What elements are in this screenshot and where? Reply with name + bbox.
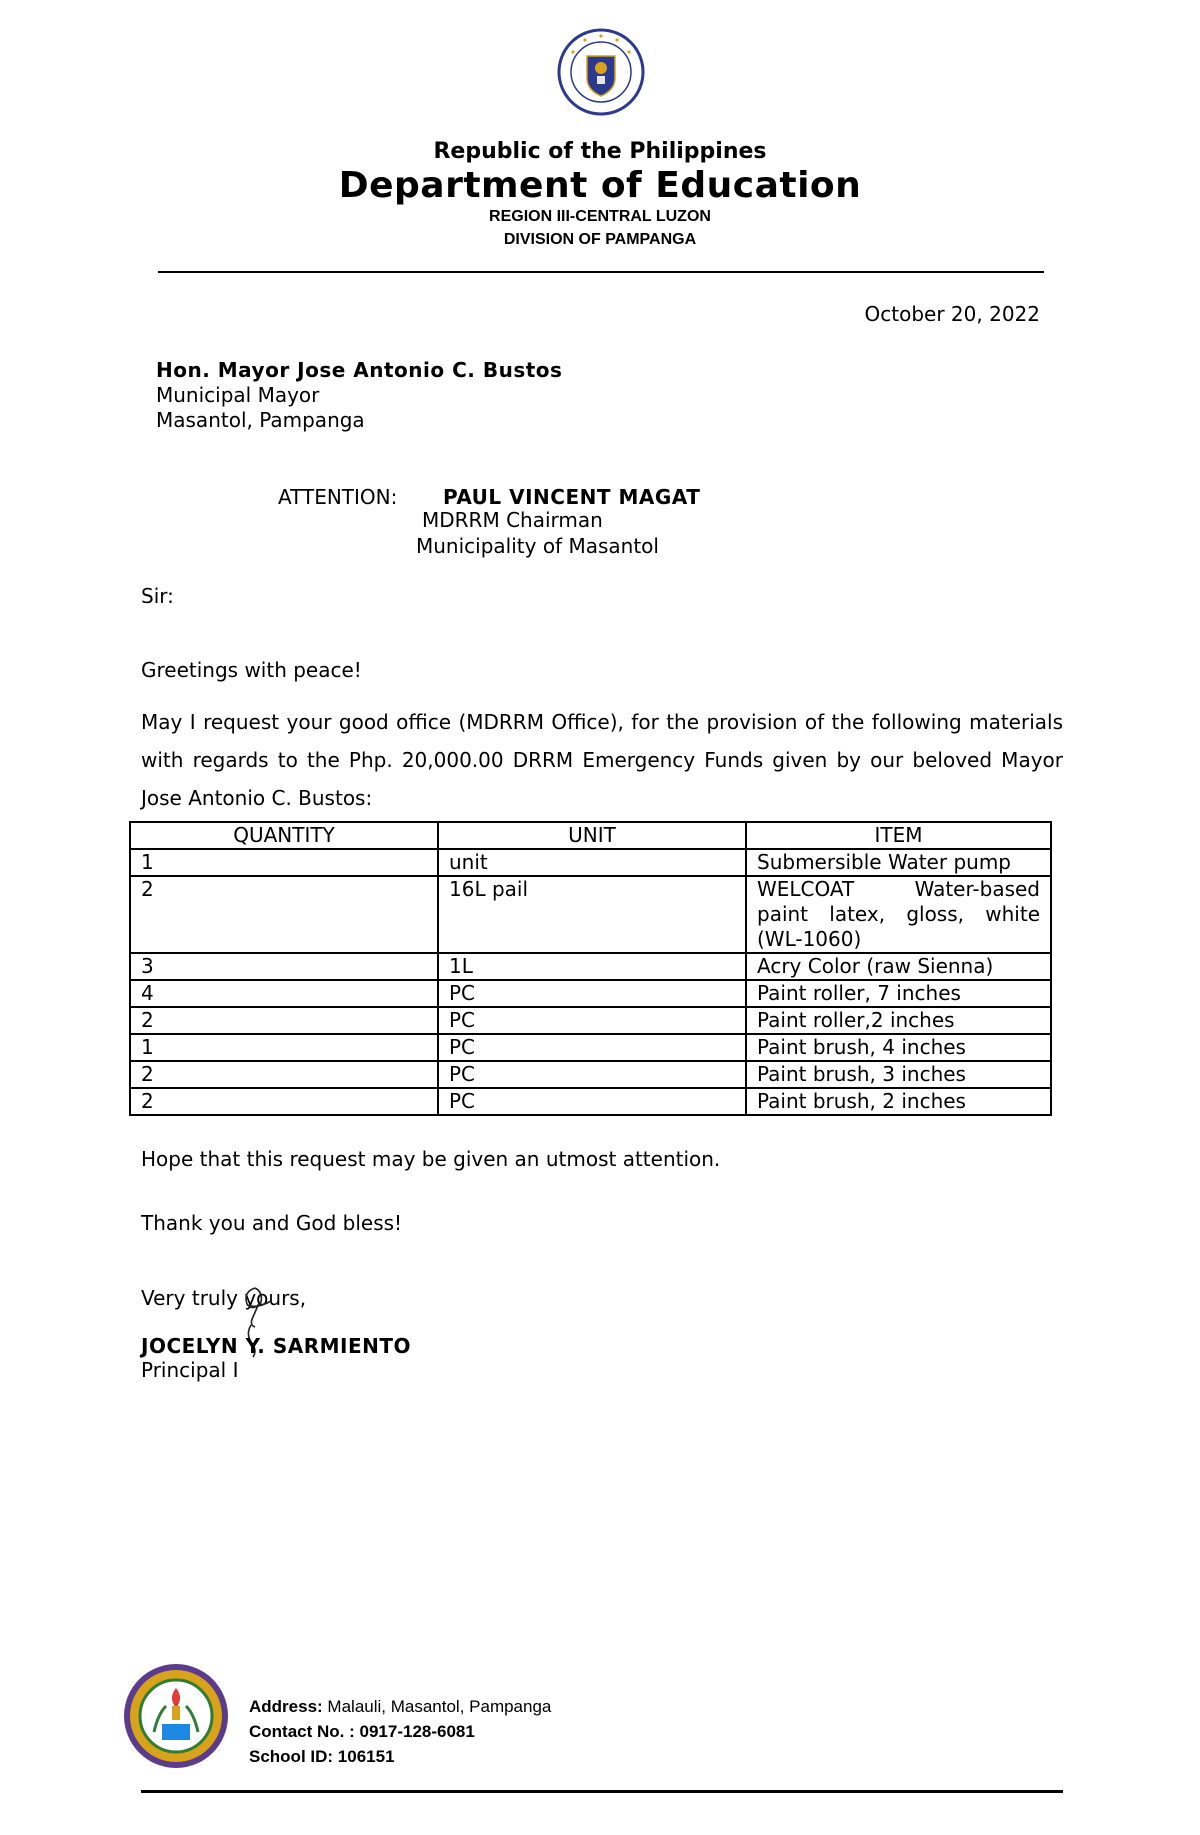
item-cell: Paint brush, 4 inches: [746, 1034, 1051, 1061]
table-header-row: [130, 822, 1051, 849]
school-id-value: 106151: [337, 1747, 395, 1766]
valediction: Very truly yours,: [141, 1286, 307, 1310]
item-cell: Acry Color (raw Sienna): [746, 953, 1051, 980]
table-row: [130, 1034, 1051, 1061]
footer-contact: [249, 1722, 475, 1742]
unit-cell: PC: [438, 1061, 746, 1088]
school-id-label: School ID:: [249, 1747, 334, 1766]
contact-value: 0917-128-6081: [359, 1722, 475, 1741]
table-row: [130, 1088, 1051, 1115]
item-cell: Paint brush, 3 inches: [746, 1061, 1051, 1088]
department-heading: Department of Education: [338, 165, 862, 206]
unit-cell: PC: [438, 1034, 746, 1061]
item-cell: Paint roller,2 inches: [746, 1007, 1051, 1034]
table-row: [130, 849, 1051, 876]
greeting: Greetings with peace!: [141, 658, 362, 682]
recipient-name: Hon. Mayor Jose Antonio C. Bustos: [156, 358, 563, 382]
item-cell: WELCOAT Water-based paint latex, gloss, white (WL-1060): [746, 876, 1051, 953]
request-body: May I request your good office (MDRRM Office), for the provision of the following materials with regards to the Php. 20,000.00 DRRM Emergency Funds given by our beloved Mayor Jose Antonio C. Bustos:: [141, 710, 1063, 810]
table-row: [130, 953, 1051, 980]
quantity-cell: 2: [130, 1061, 438, 1088]
unit-header: UNIT: [438, 822, 746, 849]
materials-table: [129, 821, 1052, 1116]
item-cell: Paint brush, 2 inches: [746, 1088, 1051, 1115]
quantity-cell: 2: [130, 1088, 438, 1115]
quantity-cell: 1: [130, 1034, 438, 1061]
footer-divider: [141, 1790, 1063, 1793]
deped-seal-logo: [557, 28, 645, 116]
item-cell: Submersible Water pump: [746, 849, 1051, 876]
unit-cell: 16L pail: [438, 876, 746, 953]
recipient-title: Municipal Mayor: [156, 383, 320, 407]
unit-cell: PC: [438, 1088, 746, 1115]
quantity-cell: 2: [130, 876, 438, 953]
quantity-cell: 2: [130, 1007, 438, 1034]
unit-cell: unit: [438, 849, 746, 876]
address-value: Malauli, Masantol, Pampanga: [327, 1697, 552, 1716]
signatory-title: Principal I: [141, 1358, 239, 1382]
unit-cell: PC: [438, 980, 746, 1007]
salutation: Sir:: [141, 584, 174, 608]
unit-cell: 1L: [438, 953, 746, 980]
table-row: [130, 876, 1051, 953]
contact-label: Contact No. :: [249, 1722, 355, 1741]
table-row: [130, 1061, 1051, 1088]
closing-line-2: Thank you and God bless!: [141, 1211, 403, 1235]
item-header: ITEM: [746, 822, 1051, 849]
footer-school-id: [249, 1747, 395, 1767]
quantity-cell: 1: [130, 849, 438, 876]
closing-line-1: Hope that this request may be given an utmost attention.: [141, 1147, 721, 1171]
attention-label: ATTENTION:: [278, 485, 398, 509]
letter-date: October 20, 2022: [864, 302, 1040, 326]
region-heading: REGION III-CENTRAL LUZON: [489, 208, 711, 225]
header-divider: [158, 271, 1044, 273]
unit-cell: PC: [438, 1007, 746, 1034]
table-row: [130, 980, 1051, 1007]
quantity-header: QUANTITY: [130, 822, 438, 849]
attention-place: Municipality of Masantol: [416, 534, 659, 558]
recipient-place: Masantol, Pampanga: [156, 408, 365, 432]
republic-heading: Republic of the Philippines: [433, 139, 767, 164]
footer-address: [249, 1697, 551, 1717]
signatory-name: JOCELYN Y. SARMIENTO: [141, 1334, 411, 1358]
table-row: [130, 1007, 1051, 1034]
address-label: Address:: [249, 1697, 323, 1716]
school-seal-logo: [122, 1662, 230, 1770]
attention-title: MDRRM Chairman: [422, 508, 603, 532]
item-cell: Paint roller, 7 inches: [746, 980, 1051, 1007]
attention-name: PAUL VINCENT MAGAT: [443, 485, 701, 509]
quantity-cell: 3: [130, 953, 438, 980]
quantity-cell: 4: [130, 980, 438, 1007]
division-heading: DIVISION OF PAMPANGA: [503, 231, 697, 248]
